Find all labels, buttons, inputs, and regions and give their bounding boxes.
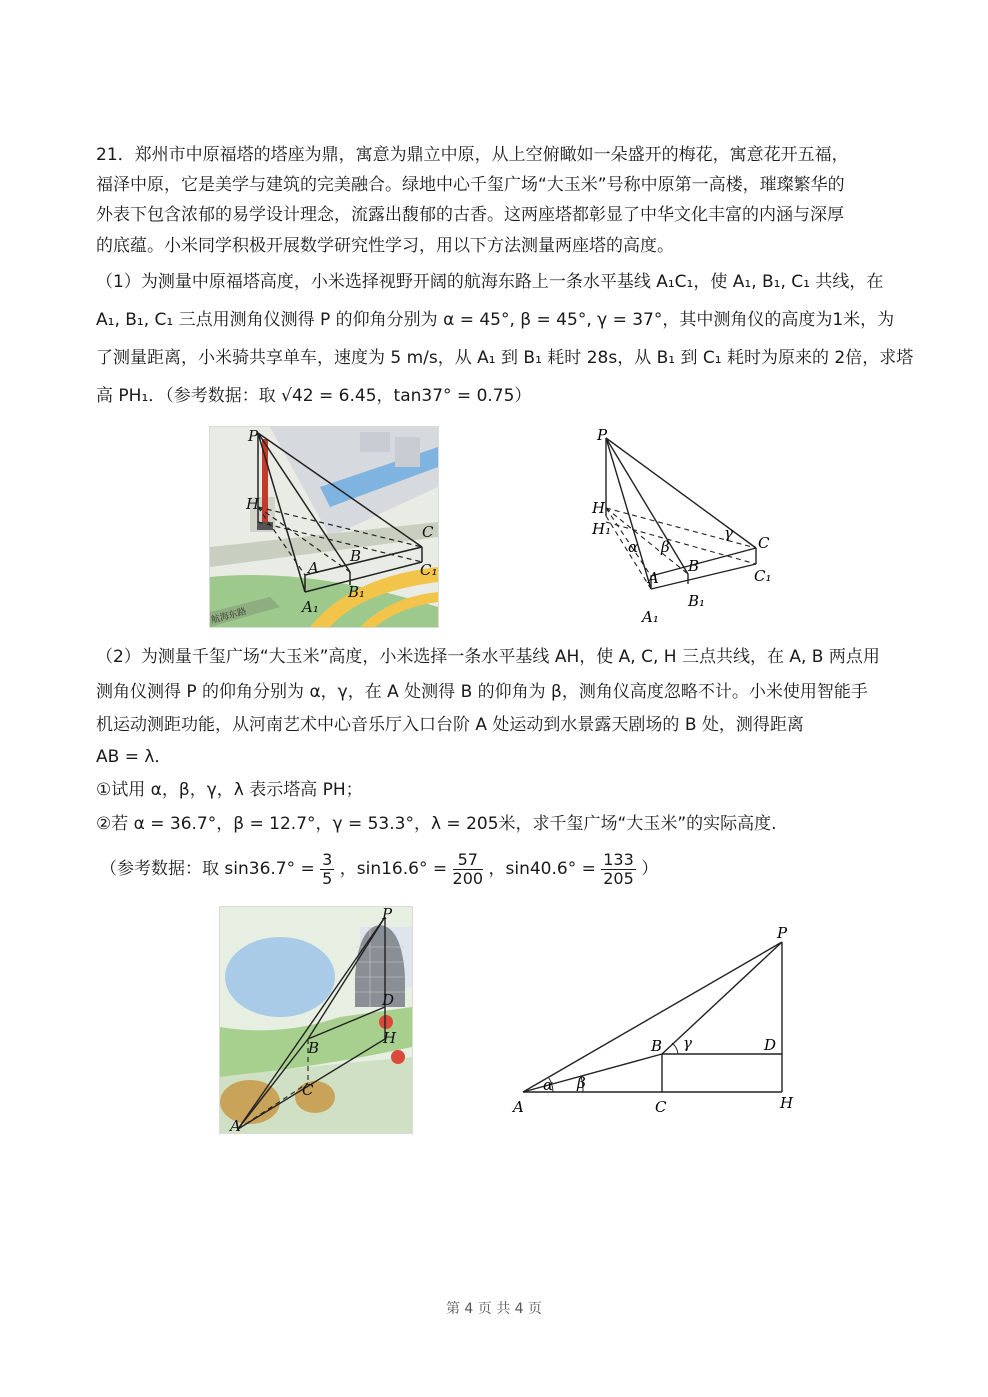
- fig2-label-A: A: [513, 1098, 524, 1116]
- intro-line-3: 外表下包含浓郁的易学设计理念，流露出馥郁的古香。这两座塔都彰显了中华文化丰富的内涵与深厚: [96, 205, 844, 225]
- fig2-label-C: C: [655, 1098, 667, 1116]
- ref-mid-2: ，sin40.6° =: [488, 859, 596, 879]
- fig1-label-alpha: α: [628, 538, 639, 556]
- figure1-diagram: [586, 426, 786, 626]
- fig1-photo-label-B1: B₁: [348, 583, 366, 601]
- part2-line-3: 机运动测距功能，从河南艺术中心音乐厅入口台阶 A 处运动到水景露天剧场的 B 处，测得距离: [96, 715, 804, 735]
- fig2-photo-label-B: B: [308, 1039, 320, 1057]
- fig1-photo-label-P: P: [248, 427, 259, 445]
- part1-line-2: A₁, B₁, C₁ 三点用测角仪测得 P 的仰角分别为 α = 45°, β = 45°, γ = 37°，其中测角仪的高度为1米，为: [96, 310, 895, 330]
- reference-data-line: [100, 846, 658, 892]
- fig1-label-gamma: γ: [724, 524, 733, 542]
- fig1-label-P: P: [597, 426, 608, 444]
- fig2-photo-label-C: C: [302, 1081, 314, 1099]
- fig1-photo-label-A: A: [308, 559, 319, 577]
- ref-fraction-2: [453, 851, 484, 888]
- fig1-label-H: H: [592, 499, 606, 517]
- ref-f3-num: 133: [603, 849, 634, 869]
- ref-suffix: ）: [641, 859, 659, 879]
- ref-f1-num: 3: [322, 849, 333, 869]
- fig1-photo-road-text: 航海东路: [210, 606, 248, 626]
- ref-fraction-3: [601, 851, 636, 888]
- fig1-label-B1: B₁: [688, 592, 706, 610]
- ref-fraction-1: [320, 851, 334, 888]
- intro-line-4: 的底蕴。小米同学积极开展数学研究性学习，用以下方法测量两座塔的高度。: [96, 236, 674, 256]
- ref-mid-1: ，sin16.6° =: [339, 859, 448, 879]
- fig2-label-B: B: [651, 1037, 663, 1055]
- fig2-photo-label-H: H: [383, 1029, 397, 1047]
- ref-f2-num: 57: [453, 851, 484, 870]
- fig1-photo-label-H: H: [246, 495, 260, 513]
- intro-line-2: 福泽中原，它是美学与建筑的完美融合。绿地中心千玺广场“大玉米”号称中原第一高楼，璀璨繁华的: [96, 175, 845, 195]
- part2-line-2: 测角仪测得 P 的仰角分别为 α，γ，在 A 处测得 B 的仰角为 β，测角仪高度忽略不计。小米使用智能手: [96, 682, 868, 702]
- fig1-photo-label-C: C: [422, 523, 434, 541]
- fig1-photo-label-C1: C₁: [420, 561, 438, 579]
- part2-line-4: AB = λ．: [96, 747, 172, 767]
- fig1-label-beta: β: [661, 538, 670, 556]
- fig2-photo-label-P: P: [382, 907, 393, 923]
- fig1-label-A: A: [648, 569, 659, 587]
- fig1-label-A1: A₁: [642, 608, 659, 626]
- figure2-diagram: [505, 920, 805, 1120]
- part2-line-1: （2）为测量千玺广场“大玉米”高度，小米选择一条水平基线 AH，使 A, C, H 三点共线，在 A, B 两点用: [96, 647, 880, 667]
- fig2-label-D: D: [764, 1036, 777, 1054]
- ref-f3-den: 205: [603, 868, 634, 888]
- part2-line-6: ②若 α = 36.7°，β = 12.7°，γ = 53.3°，λ = 205米，求千玺广场“大玉米”的实际高度.: [96, 814, 777, 834]
- figure2-photo: [219, 906, 413, 1134]
- fig1-label-B: B: [688, 557, 700, 575]
- part1-line-3: 了测量距离，小米骑共享单车，速度为 5 m/s，从 A₁ 到 B₁ 耗时 28s，从 B₁ 到 C₁ 耗时为原来的 2倍，求塔: [96, 348, 914, 368]
- fig1-label-C1: C₁: [754, 567, 772, 585]
- fig1-label-C: C: [758, 534, 770, 552]
- part1-line-1: （1）为测量中原福塔高度，小米选择视野开阔的航海东路上一条水平基线 A₁C₁，使 A₁, B₁, C₁ 共线，在: [96, 272, 884, 292]
- intro-line-1: 21．郑州市中原福塔的塔座为鼎，寓意为鼎立中原，从上空俯瞰如一朵盛开的梅花，寓意花开五福，: [96, 145, 849, 165]
- fig1-photo-label-B: B: [350, 547, 362, 565]
- page-footer: 第 4 页 共 4 页: [445, 1301, 543, 1317]
- ref-f1-den: 5: [322, 868, 333, 888]
- fig2-label-P: P: [777, 924, 788, 942]
- fig2-photo-label-D: D: [382, 991, 395, 1009]
- fig2-label-alpha: α: [543, 1076, 554, 1094]
- fig2-label-gamma: γ: [683, 1034, 692, 1052]
- ref-f2-den: 200: [452, 868, 484, 888]
- fig2-label-beta: β: [577, 1074, 586, 1092]
- fig2-label-H: H: [780, 1094, 794, 1112]
- fig1-label-H1: H₁: [592, 520, 612, 538]
- figure1-photo: [209, 426, 439, 628]
- fig1-photo-label-A1: A₁: [302, 598, 319, 616]
- fig2-photo-label-A: A: [230, 1117, 241, 1133]
- ref-prefix: （参考数据：取 sin36.7° =: [100, 859, 315, 879]
- part2-line-5: ①试用 α，β，γ，λ 表示塔高 PH；: [96, 780, 363, 800]
- part1-line-4: 高 PH₁．（参考数据：取 √42 = 6.45，tan37° = 0.75）: [96, 386, 532, 406]
